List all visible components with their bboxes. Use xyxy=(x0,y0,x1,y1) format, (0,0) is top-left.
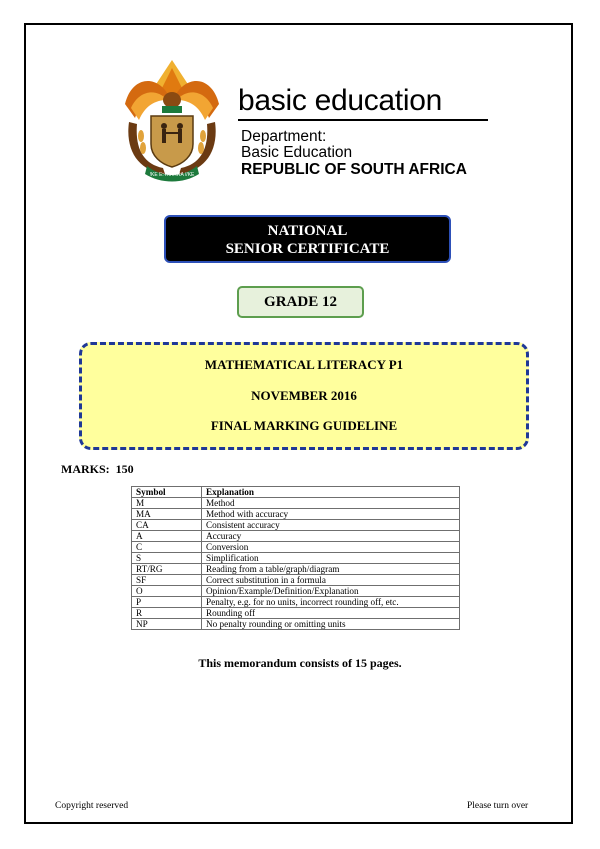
subject-box xyxy=(79,342,529,450)
legend-row xyxy=(132,542,460,553)
legend-symbol: P xyxy=(132,597,202,608)
legend-explanation: Method with accuracy xyxy=(202,509,460,520)
certificate-line-2: SENIOR CERTIFICATE xyxy=(225,241,390,257)
legend-row xyxy=(132,553,460,564)
legend-row xyxy=(132,498,460,509)
certificate-line-1: NATIONAL xyxy=(267,223,348,239)
grade-box: GRADE 12 xyxy=(237,286,364,318)
legend-row xyxy=(132,619,460,630)
legend-explanation: Penalty, e.g. for no units, incorrect rounding off, etc. xyxy=(202,597,460,608)
legend-symbol: M xyxy=(132,498,202,509)
legend-row xyxy=(132,608,460,619)
brand-underline xyxy=(238,119,488,121)
legend-explanation: Rounding off xyxy=(202,608,460,619)
legend-explanation: Conversion xyxy=(202,542,460,553)
legend-symbol: MA xyxy=(132,509,202,520)
footer-turn-over: Please turn over xyxy=(467,801,529,811)
footer-copyright: Copyright reserved xyxy=(55,801,129,811)
legend-explanation: Accuracy xyxy=(202,531,460,542)
legend-explanation: Correct substitution in a formula xyxy=(202,575,460,586)
legend-symbol: A xyxy=(132,531,202,542)
legend-header-symbol: Symbol xyxy=(132,487,202,498)
legend-row xyxy=(132,575,460,586)
legend-symbol: SF xyxy=(132,575,202,586)
legend-explanation: No penalty rounding or omitting units xyxy=(202,619,460,630)
brand-title: basic education xyxy=(238,84,442,117)
legend-symbol: CA xyxy=(132,520,202,531)
department-name: Basic Education xyxy=(241,144,353,161)
marks-value: 150 xyxy=(115,462,134,476)
marks-label: MARKS: xyxy=(61,462,110,476)
page-count-note: This memorandum consists of 15 pages. xyxy=(198,656,402,670)
legend-explanation: Opinion/Example/Definition/Explanation xyxy=(202,586,460,597)
symbol-legend-table xyxy=(131,486,460,630)
legend-row xyxy=(132,509,460,520)
legend-explanation: Method xyxy=(202,498,460,509)
exam-session: NOVEMBER 2016 xyxy=(251,388,357,403)
legend-explanation: Reading from a table/graph/diagram xyxy=(202,564,460,575)
legend-symbol: RT/RG xyxy=(132,564,202,575)
legend-row xyxy=(132,597,460,608)
legend-header-row xyxy=(132,487,460,498)
legend-row xyxy=(132,586,460,597)
legend-symbol: S xyxy=(132,553,202,564)
legend-symbol: NP xyxy=(132,619,202,630)
subject-title: MATHEMATICAL LITERACY P1 xyxy=(204,357,404,372)
legend-symbol: O xyxy=(132,586,202,597)
legend-symbol: C xyxy=(132,542,202,553)
marks-line xyxy=(61,462,134,477)
legend-row xyxy=(132,564,460,575)
legend-explanation: Simplification xyxy=(202,553,460,564)
department-label: Department: xyxy=(241,128,327,145)
legend-header-explanation: Explanation xyxy=(202,487,460,498)
legend-row xyxy=(132,531,460,542)
svg-text:!KE E: /XARRA //KE: !KE E: /XARRA //KE xyxy=(149,172,195,178)
legend-explanation: Consistent accuracy xyxy=(202,520,460,531)
certificate-box xyxy=(164,215,451,263)
country-name: REPUBLIC OF SOUTH AFRICA xyxy=(241,161,467,178)
coat-of-arms-logo xyxy=(117,56,227,186)
legend-row xyxy=(132,520,460,531)
legend-symbol: R xyxy=(132,608,202,619)
document-type: FINAL MARKING GUIDELINE xyxy=(210,418,398,433)
